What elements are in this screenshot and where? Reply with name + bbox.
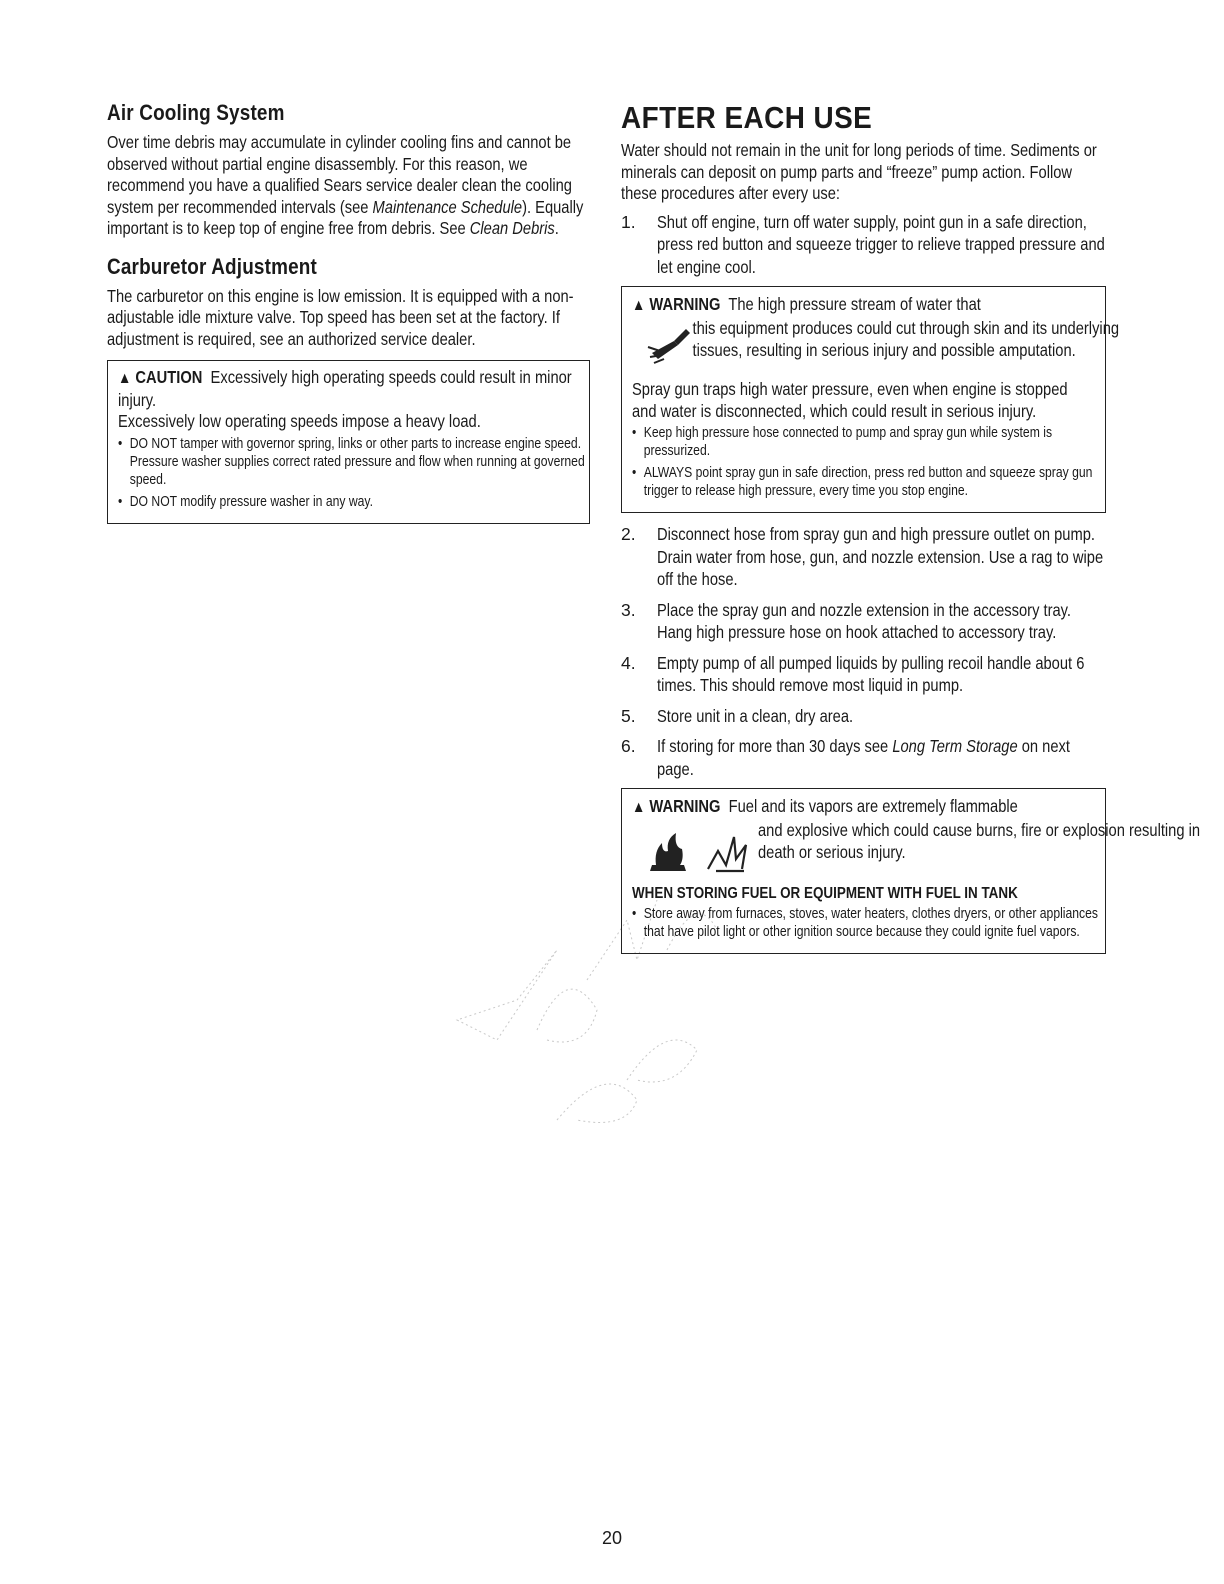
warning-body: Spray gun traps high water pressure, even when engine is stopped and water is disconnected, which could result in serious injury. — [632, 379, 1068, 421]
fire-icon — [650, 833, 686, 871]
fuel-warning-bullets — [632, 905, 1099, 941]
high-pressure-injection-icon — [644, 323, 694, 369]
list-item: • Keep high pressure hose connected to pump and spray gun while system is pressurized. — [632, 424, 1107, 460]
list-item: 4. Empty pump of all pumped liquids by pulling recoil handle about 6 times. This should remove most liquid in pump. — [621, 652, 1085, 695]
list-item: • DO NOT tamper with governor spring, links or other parts to increase engine speed. Pressure washer supplies correct rated pressure and flow when running at governed speed. — [118, 435, 591, 489]
pressure-warning-box: ▲ WARNING The high pressure stream of water that this equipment produces could cut through skin and its underlying tissues, resulting in serious injury and possible amputation. Spray gun traps high water pressure, even when engine is stopped and water is disconnected, which could result in serious injury. • Keep high pressure hose connected to pump and spray gun while system is pressurized. • ALWAYS point spray gun in safe direction, press red button and squeeze spray gun trigger to release high pressure, every time you stop engine. — [621, 286, 1106, 513]
list-item: • DO NOT modify pressure washer in any way. — [118, 493, 591, 511]
warning-bullets — [632, 424, 1095, 500]
left-column — [107, 100, 590, 524]
caution-line2: Excessively low operating speeds impose a heavy load. — [118, 411, 481, 431]
list-item: • ALWAYS point spray gun in safe direction, press red button and squeeze spray gun trigger to release high pressure, every time you stop engine. — [632, 464, 1107, 500]
caution-bullets — [118, 435, 585, 511]
fire-explosion-icons — [646, 829, 756, 875]
list-item: • Store away from furnaces, stoves, water heaters, clothes dryers, or other appliances that have pilot light or other ignition source because they could ignite fuel vapors. — [632, 905, 1107, 941]
list-item: 6. If storing for more than 30 days see Long Term Storage on next page. — [621, 736, 1070, 779]
caution-box — [107, 360, 590, 524]
list-item: 2. Disconnect hose from spray gun and high pressure outlet on pump. Drain water from hose, gun, and nozzle extension. Use a rag to wipe off the hose. — [621, 524, 1104, 589]
warning-indent-text: and explosive which could cause burns, fire or explosion resulting in death or serious injury. — [758, 820, 1201, 862]
steps-list — [621, 211, 1106, 279]
air-cooling-body: Over time debris may accumulate in cylinder cooling fins and cannot be observed without partial engine disassembly. For this reason, we recommend you have a qualified Sears service dealer clean the cooling system per recommended intervals (see Maintenance Schedule). Equally important is to keep top of engine free from debris. See Clean Debris. — [107, 132, 584, 238]
alert-triangle-icon: ▲ — [118, 370, 132, 387]
caution-line1: Excessively high operating speeds could result in minor injury. — [118, 367, 572, 410]
carburetor-body: The carburetor on this engine is low emission. It is equipped with a non-adjustable idle mixture valve. Top speed has been set at the factory. If adjustment is required, see an authorized service dealer. — [107, 285, 574, 349]
maintenance-schedule-ref: Maintenance Schedule — [372, 196, 523, 217]
air-cooling-heading: Air Cooling System — [107, 100, 285, 125]
alert-triangle-icon: ▲ — [632, 799, 646, 816]
fuel-warning-box: ▲ WARNING Fuel and its vapors are extremely flammable and explosive which could cause burns, fire or explosion resulting in death or serious injury. WHEN STORING FUEL OR EQUIPMENT WITH FUEL IN TANK • Store away from furnaces, stoves, water heaters, clothes dryers, or other appliances that have pilot light or other ignition source because they could ignite fuel vapors. — [621, 788, 1106, 954]
right-column — [621, 100, 1201, 964]
clean-debris-ref: Clean Debris — [469, 218, 555, 238]
list-item: 3. Place the spray gun and nozzle extension in the accessory tray. Hang high pressure hose on hook attached to accessory tray. — [621, 599, 1072, 642]
fuel-storage-subheading: WHEN STORING FUEL OR EQUIPMENT WITH FUEL IN TANK — [632, 885, 1018, 902]
steps-list-continued — [621, 523, 1106, 780]
carburetor-heading: Carburetor Adjustment — [107, 253, 318, 279]
warning-label: WARNING — [649, 294, 721, 314]
list-item: 5. Store unit in a clean, dry area. — [621, 705, 854, 726]
caution-label: CAUTION — [135, 367, 203, 387]
warning-label: WARNING — [649, 796, 721, 816]
list-item: 1. Shut off engine, turn off water supply, point gun in a safe direction, press red button and squeeze trigger to relieve trapped pressure and let engine cool. — [621, 211, 1105, 277]
alert-triangle-icon: ▲ — [632, 297, 646, 314]
after-use-intro: Water should not remain in the unit for long periods of time. Sediments or minerals can deposit on pump parts and “freeze” pump action. Follow these procedures after every use: — [621, 140, 1097, 203]
long-term-storage-ref: Long Term Storage — [892, 736, 1018, 756]
page-title: AFTER EACH USE — [621, 100, 873, 135]
page-number: 20 — [601, 1528, 623, 1548]
explosion-icon — [708, 837, 746, 871]
warning-indent-text: this equipment produces could cut through skin and its underlying tissues, resulting in serious injury and possible amputation. — [692, 318, 1120, 360]
